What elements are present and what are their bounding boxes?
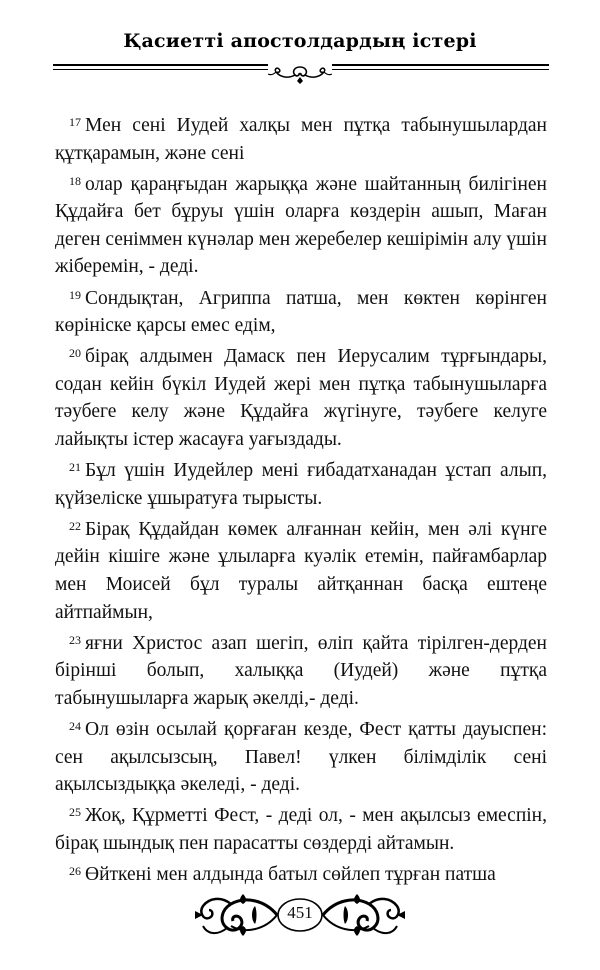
verse-text: Ол өзін осылай қорғаған кезде, Фест қатты дауыспен: сен ақылсызсың, Павел! үлкен білімділік сені ақылсыздыққа әкеледі, - деді. <box>55 718 547 796</box>
verse-text: Бұл үшін Иудейлер мені ғибадатханадан ұстап алып, қүйзеліске ұшыратуға тырысты. <box>55 460 547 509</box>
page-number: 451 <box>287 903 313 922</box>
verse-20 <box>55 343 547 453</box>
verse-text: Мен сені Иудей халқы мен пұтқа табынушылардан құтқарамын, және сені <box>55 115 547 164</box>
verse-text: Бірақ Құдайдан көмек алғаннан кейін, мен әлі күнге дейін кішіге және ұлыларға куәлік етемін, пайғамбарлар мен Моисей бұл туралы айтқаннан басқа ештеңе айтпаймын, <box>55 518 547 623</box>
verse-24 <box>55 716 547 799</box>
verse-text: Өйткені мен алдында батыл сөйлеп тұрған патша <box>85 863 496 885</box>
verse-17 <box>55 112 547 167</box>
verse-number: 19 <box>69 287 81 302</box>
verse-22 <box>55 516 547 626</box>
verse-18 <box>55 171 547 281</box>
verse-number: 18 <box>69 173 81 188</box>
verse-number: 25 <box>69 805 81 820</box>
scripture-text <box>55 112 547 892</box>
verse-number: 20 <box>69 346 81 361</box>
verse-23 <box>55 630 547 713</box>
verse-number: 21 <box>69 460 81 475</box>
verse-number: 17 <box>69 115 81 129</box>
verse-text: олар қараңғыдан жарыққа және шайтанның билігінен Құдайға бет бұруы үшін оларға көздерін ашып, Маған деген сеніммен күнәлар мен жеребелер кешірімін алу үшін жіберемін, - деді. <box>55 173 547 278</box>
verse-25 <box>55 802 547 857</box>
verse-19 <box>55 285 547 340</box>
verse-21 <box>55 457 547 512</box>
verse-number: 24 <box>69 718 81 733</box>
verse-number: 23 <box>69 632 81 647</box>
verse-number: 26 <box>69 863 81 878</box>
header-ornament-icon <box>268 63 332 85</box>
verse-number: 22 <box>69 518 81 533</box>
verse-text: бірақ алдымен Дамаск пен Иерусалим тұрғындары, содан кейін бүкіл Иудей жері мен пұтқа табынушыларға тәубеге келу және Құдайға жүгінуге, тәубеге келуге лайықты істер жасауға уағыздады. <box>55 346 547 451</box>
verse-text: Сондықтан, Агриппа патша, мен көктен көрінген көрініске қарсы емес едім, <box>55 287 547 337</box>
running-header: Қасиетті апостолдардың істері <box>123 30 477 52</box>
verse-text: яғни Христос азап шегіп, өліп қайта тірілген-дерден бірінші болып, халыққа (Иудей) және пұтқа табынушыларға жарық әкелді,- деді. <box>55 632 547 709</box>
verse-text: Жоқ, Құрметті Фест, - деді ол, - мен ақылсыз емеспін, бірақ шындық пен парасатты сөздерді айтамын. <box>55 805 547 854</box>
